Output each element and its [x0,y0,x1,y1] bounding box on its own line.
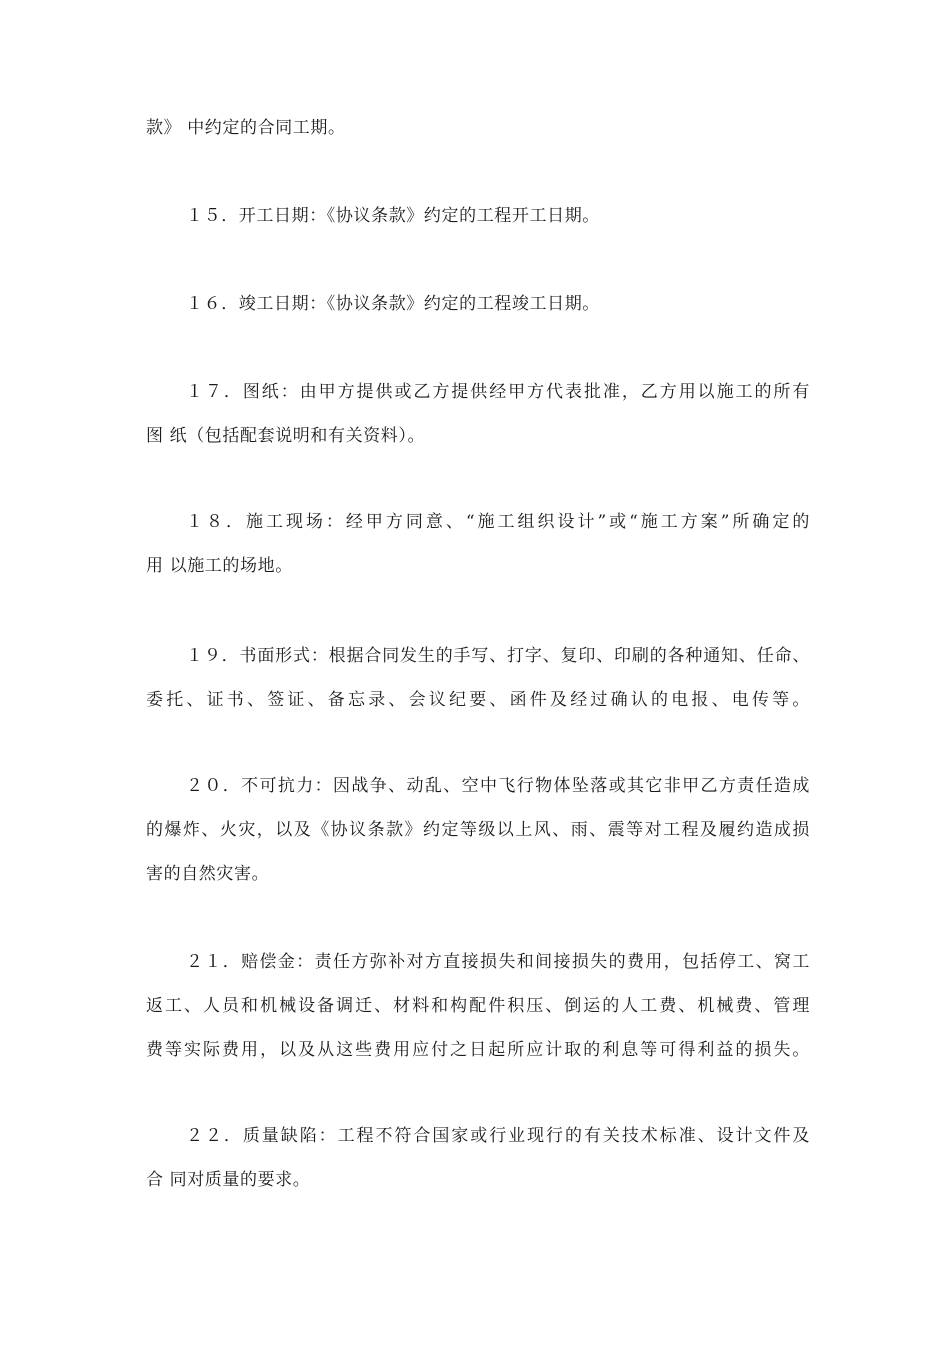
paragraph-line: 合 同对质量的要求。 [146,1170,311,1190]
paragraph-19-written-form [146,634,810,722]
paragraph-line: 图 纸（包括配套说明和有关资料）。 [146,426,426,446]
paragraph-line: 返工、人员和机械设备调迁、材料和构配件积压、倒运的人工费、机械费、管理 [146,996,810,1016]
paragraph-line: 害的自然灾害。 [146,864,270,884]
paragraph-20-force-majeure [146,764,810,896]
paragraph-line: 款》 中约定的合同工期。 [146,118,346,138]
paragraph-line: １６．竣工日期：《协议条款》约定的工程竣工日期。 [186,294,600,314]
paragraph-continuation [146,106,810,150]
paragraph-line: １８．施工现场：经甲方同意、“施工组织设计”或“施工方案”所确定的 [186,512,810,532]
paragraph-line: ２１．赔偿金：责任方弥补对方直接损失和间接损失的费用，包括停工、窝工 [186,952,810,972]
paragraph-line: 费等实际费用，以及从这些费用应付之日起所应计取的利息等可得利益的损失。 [146,1040,810,1060]
paragraph-line: ２０．不可抗力：因战争、动乱、空中飞行物体坠落或其它非甲乙方责任造成 [186,776,810,796]
paragraph-line: 的爆炸、火灾，以及《协议条款》约定等级以上风、雨、震等对工程及履约造成损 [146,820,810,840]
paragraph-line: １７．图纸：由甲方提供或乙方提供经甲方代表批准，乙方用以施工的所有 [186,382,810,402]
paragraph-line: 委托、证书、签证、备忘录、会议纪要、函件及经过确认的电报、电传等。 [146,690,810,710]
paragraph-16-completion-date [146,282,810,326]
paragraph-18-construction-site [146,500,810,588]
paragraph-22-quality-defect [146,1114,810,1202]
paragraph-line: 用 以施工的场地。 [146,556,293,576]
paragraph-line: １５．开工日期：《协议条款》约定的工程开工日期。 [186,206,600,226]
paragraph-line: １９．书面形式：根据合同发生的手写、打字、复印、印刷的各种通知、任命、 [186,646,810,666]
paragraph-17-drawings [146,370,810,458]
paragraph-21-compensation [146,940,810,1072]
paragraph-line: ２２．质量缺陷：工程不符合国家或行业现行的有关技术标准、设计文件及 [186,1126,810,1146]
paragraph-15-start-date [146,194,810,238]
